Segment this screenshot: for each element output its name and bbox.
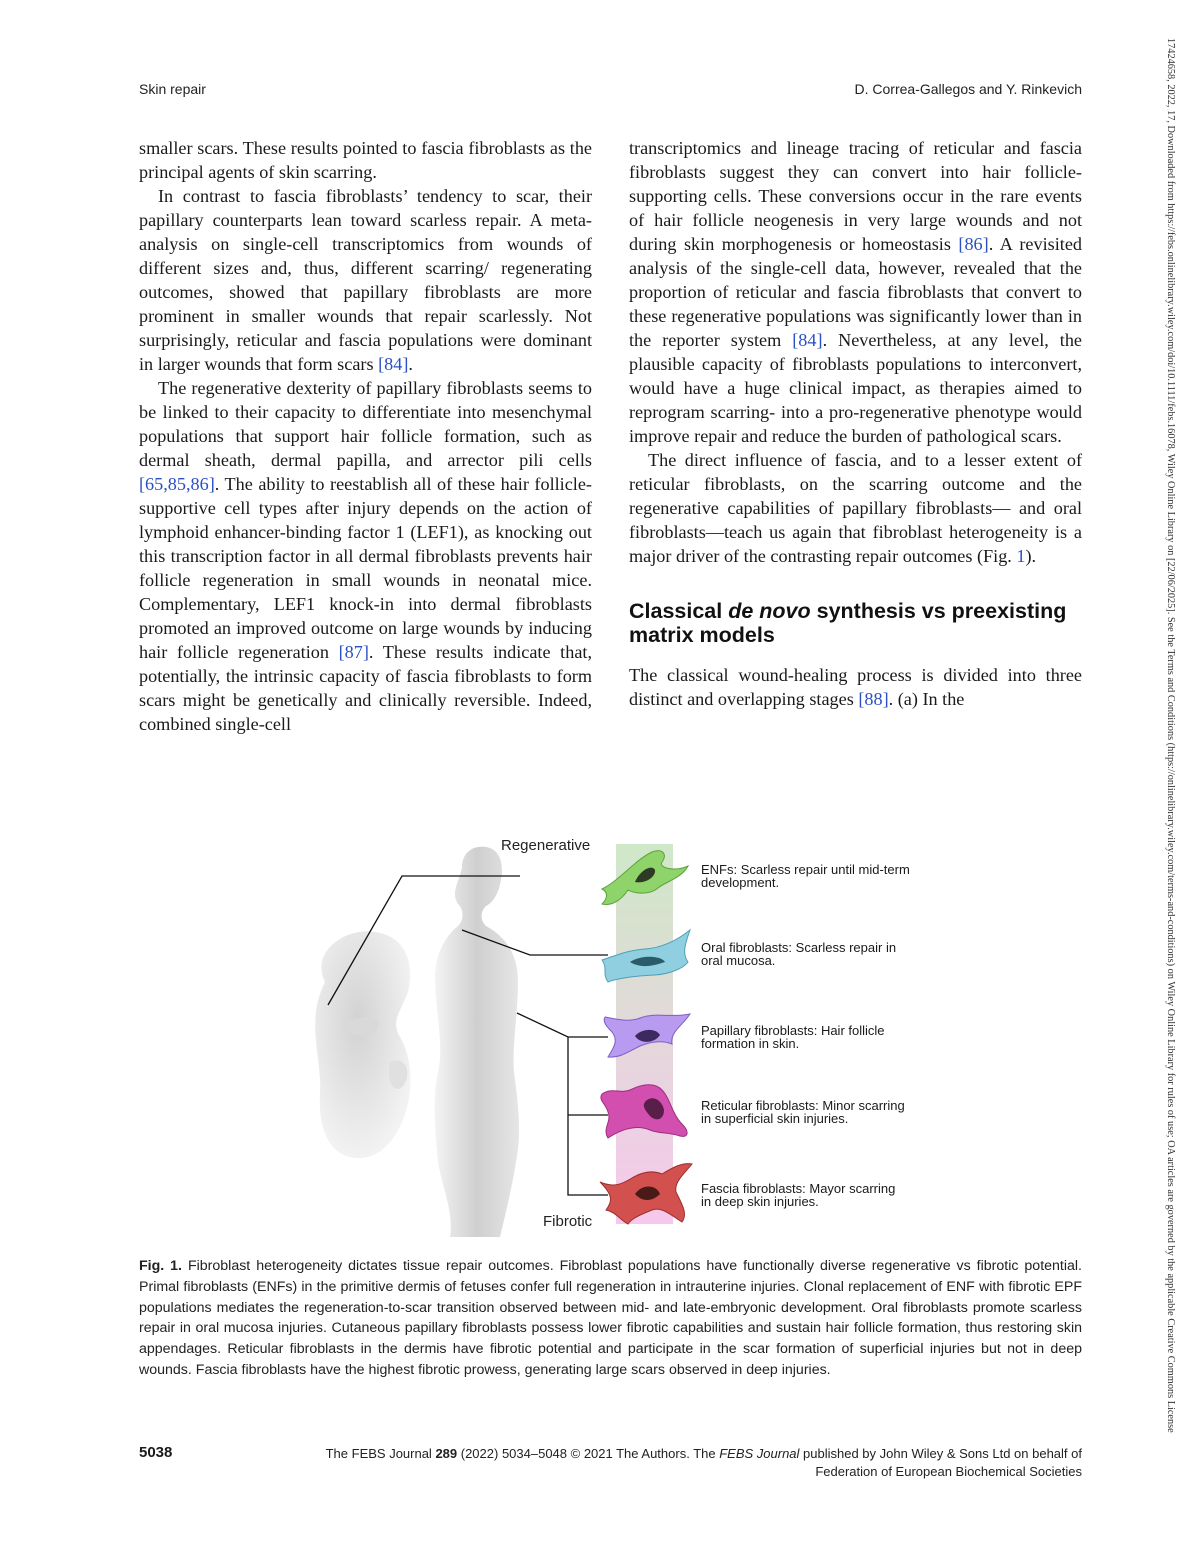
reticular-description-line1: Reticular fibroblasts: Minor scarring [701, 1098, 905, 1113]
citation-link[interactable]: [87] [338, 642, 369, 662]
section-heading [629, 599, 1082, 647]
reticular-description-line2: in superficial skin injuries. [701, 1111, 849, 1126]
paragraph-text: . Nevertheless, at any level, the plausible capacity of fibroblasts populations to interconvert, would have a huge clinical impact, as therapies aimed to reprogram scarring- into a pro-regenerative phenotype would improve repair and reduce the burden of pathological scars. [629, 330, 1082, 446]
paragraph-text: transcriptomics and lineage tracing of reticular and fascia fibroblasts suggest they can convert into hair follicle-supporting cells. These conversions occur in the rare events of hair follicle neogenesis in very large wounds and not during skin morphogenesis or homeostasis [629, 138, 1082, 254]
citation-link[interactable]: [88] [858, 689, 889, 709]
paragraph-text: . (a) In the [888, 689, 965, 709]
caption-text: Fibroblast heterogeneity dictates tissue repair outcomes. Fibroblast populations have functionally diverse regenerative vs fibrotic potential. Primal fibroblasts (ENFs) in the primitive dermis of fetuses confer full regeneration in intrauterine injuries. Clonal replacement of ENF with fibrotic EPF populations mediates the regeneration-to-scar transition observed between mid- and late-embryonic development. Oral fibroblasts promote scarless repair in oral mucosa injuries. Cutaneous papillary fibroblasts possess lower fibrotic capabilities and sustain hair follicle formation, thus restoring skin appendages. Reticular fibroblasts in the dermis have fibrotic potential and participate in the scar formation of superficial injuries but not in deep wounds. Fascia fibroblasts have the highest fibrotic prowess, generating large scars observed in deep injuries. [139, 1258, 1082, 1378]
woman-silhouette [435, 847, 520, 1237]
footer-society: Federation of European Biochemical Societies [815, 1463, 1082, 1479]
paragraph [139, 376, 592, 736]
paragraph-text: smaller scars. These results pointed to fascia fibroblasts as the principal agents of skin scarring. [139, 138, 592, 182]
fetus-silhouette [315, 931, 410, 1158]
side-download-notice-text: 17424658, 2022, 17, Downloaded from https://febs.onlinelibrary.wiley.com/doi/10.1111/febs.16078, Wiley Online Library on [22/06/2025]. See the Terms and Conditions (https://onlinelibrary.wiley.com/terms-and-conditions) on Wiley Online Library for rules of use; OA articles are governed by the applicable Creative Commons License [1165, 38, 1176, 1433]
figure-link[interactable]: 1 [1016, 546, 1026, 566]
heading-text: Classical [629, 599, 729, 623]
papillary-description-line1: Papillary fibroblasts: Hair follicle [701, 1023, 885, 1038]
regenerative-label: Regenerative [501, 837, 591, 854]
paragraph [629, 136, 1082, 448]
side-download-notice [1162, 38, 1182, 1538]
enf-description-line2: development. [701, 875, 780, 890]
oral-description-line2: oral mucosa. [701, 953, 776, 968]
oral-description-line1: Oral fibroblasts: Scarless repair in [701, 940, 897, 955]
footer-journal-name: FEBS Journal [719, 1446, 800, 1461]
paragraph-text: . The ability to reestablish all of these hair follicle-supportive cell types after injury depends on the action of lymphoid enhancer-binding factor 1 (LEF1), as knocking out this transcription factor in all dermal fibroblasts prevents hair follicle regeneration in small wounds in neonatal mice. Complementary, LEF1 knock-in into dermal fibroblasts promoted an improved outcome on large wounds by inducing hair follicle regeneration [139, 474, 592, 662]
figure-1 [290, 832, 950, 1242]
footer-text: published by John Wiley & Sons Ltd on behalf of [799, 1446, 1082, 1461]
citation-link[interactable]: [84] [378, 354, 409, 374]
journal-footer [282, 1445, 1082, 1480]
heading-italic-text: de novo [728, 599, 811, 623]
left-column [139, 136, 592, 736]
footer-text: The FEBS Journal [325, 1446, 436, 1461]
citation-link[interactable]: [86] [958, 234, 989, 254]
paragraph [139, 136, 592, 184]
fascia-description-line2: in deep skin injuries. [701, 1194, 819, 1209]
paragraph-text: The regenerative dexterity of papillary fibroblasts seems to be linked to their capacity to differentiate into mesenchymal populations that support hair follicle formation, such as dermal sheath, dermal papilla, and arrector pili cells [139, 378, 592, 470]
citation-link[interactable]: [65,85,86] [139, 474, 215, 494]
paragraph [139, 184, 592, 376]
footer-text: (2022) 5034–5048 © 2021 The Authors. The [457, 1446, 720, 1461]
paragraph [629, 448, 1082, 568]
footer-volume: 289 [435, 1446, 458, 1461]
citation-link[interactable]: [84] [792, 330, 823, 350]
paragraph-text: The direct influence of fascia, and to a lesser extent of reticular fibroblasts, on the scarring outcome and the regenerative capabilities of papillary fibroblasts— and oral fibroblasts—teach us again that fibroblast heterogeneity is a major driver of the contrasting repair outcomes (Fig. [629, 450, 1082, 566]
heading-text: synthesis vs preexisting matrix models [629, 599, 1067, 647]
right-column [629, 136, 1082, 711]
fibrotic-label: Fibrotic [543, 1213, 593, 1230]
paragraph-text: In contrast to fascia fibroblasts’ tendency to scar, their papillary counterparts lean toward scarless repair. A meta-analysis on single-cell transcriptomics from wounds of different sizes and, thus, different scarring/ regenerating outcomes, showed that papillary fibroblasts are more prominent in smaller wounds that repair scarlessly. Not surprisingly, reticular and fascia populations were dominant in larger wounds that form scars [139, 186, 592, 374]
paragraph-text: . [408, 354, 413, 374]
fascia-description-line1: Fascia fibroblasts: Mayor scarring [701, 1181, 896, 1196]
papillary-description-line2: formation in skin. [701, 1036, 800, 1051]
connector-papillary [517, 1013, 608, 1037]
paragraph-text: The classical wound-healing process is divided into three distinct and overlapping stages [629, 665, 1082, 709]
paragraph-text: . These results indicate that, potentially, the intrinsic capacity of fascia fibroblasts to form scars might be genetically and clinically reversible. Indeed, combined single-cell [139, 642, 593, 734]
figure-caption [139, 1256, 1082, 1381]
page-number: 5038 [139, 1444, 173, 1461]
enf-description-line1: ENFs: Scarless repair until mid-term [701, 862, 910, 877]
paragraph-text: ). [1025, 546, 1037, 566]
caption-label: Fig. 1. [139, 1258, 182, 1274]
running-header-authors: D. Correa-Gallegos and Y. Rinkevich [854, 81, 1082, 97]
connector-vertical [568, 1037, 608, 1195]
paragraph [629, 663, 1082, 711]
running-header-section: Skin repair [139, 81, 206, 97]
paragraph-text: . A revisited analysis of the single-cell data, however, revealed that the proportion of reticular and fascia fibroblasts that convert to these regenerative populations was significantly lower than in the reporter system [629, 234, 1082, 350]
figure-illustration [290, 832, 950, 1242]
